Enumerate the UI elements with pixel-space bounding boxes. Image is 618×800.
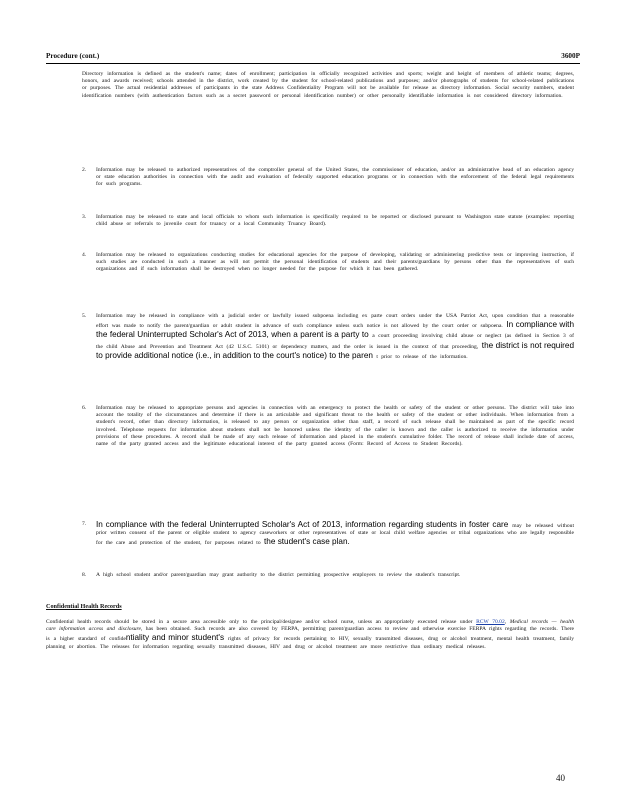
- section-text: , has been obtained. Such records are also covered by FERPA, permitting parent/guardian access to review and otherwise exercise FERPA rights regarding the records. There is a higher standard of confide: [46, 626, 574, 643]
- section-italic-text: , Medical records — health care information access and disclosure: [46, 619, 574, 633]
- directory-paragraph: Directory information is defined as the student's name; dates of enrollment; participation in officially recognized activities and sports; weight and height of members of athletic teams; degrees, honors, and awards received; schools attended in the district, work created by the student for school-related publications and purposes; and/or photographs of students for school-related publications or purposes. The actual residential addresses of participants in the state Address Confidentiality Program will not be available for release as directory information. Social security numbers, student identification numbers (with authentication factors such as a secret password or personal identification number) or other personally identifiable information is not considered directory information.: [82, 71, 574, 99]
- item-text: may be released without prior written consent of the parent or eligible student to agency caseworkers or other representatives of state or local child welfare agencies or tribal organizations who are legally responsible for the care and protection of the student, for purposes related to: [96, 523, 574, 547]
- section-text: Confidential health records should be stored in a secure area accessible only to the principal/designee and/or school nurse, unless an appropriately executed release under: [46, 619, 473, 625]
- inserted-text: In compliance with the federal Uninterrupted Scholar's Act of 2013, when a parent is a party to: [96, 320, 574, 340]
- rcw-link[interactable]: RCW 70.02: [476, 619, 505, 625]
- item-number: 2.: [82, 167, 87, 173]
- policy-code: 3600P: [561, 52, 580, 60]
- item-paragraph: Information may be released to authorized representatives of the comptroller general of the United States, the commissioner of education, and/or an administrative head of an education agency or state education authorities in connection with the audit and evaluation of federally supported education programs or in connection with the enforcement of the federal legal requirements for such programs.: [96, 167, 574, 188]
- item-paragraph: [96, 520, 574, 548]
- header-rule: [46, 63, 580, 64]
- item-paragraph: Information may be released to state and local officials to whom such information is specifically required to be reported or disclosed pursuant to Washington state statute (examples: reporting child abuse or referrals to juvenile court for truancy or a local Community Truancy Board).: [96, 214, 574, 228]
- section-heading: Confidential Health Records: [46, 603, 122, 610]
- page-number: 40: [556, 773, 565, 783]
- item-text: Information may be released in compliance with a judicial order or lawfully issued subpoena including ex parte court orders under the USA Patriot Act, upon condition that a reasonable effort was made to notify the parent/guardian or adult student in advance of such compliance unless such notice is not allowed by the court order or subpoena.: [96, 313, 574, 330]
- inserted-text: In compliance with the federal Uninterrupted Scholar's Act of 2013, information regarding students in foster care: [96, 520, 509, 529]
- inserted-text: the student's case plan.: [264, 537, 350, 547]
- item-number: 5.: [82, 313, 87, 319]
- inserted-text: ntiality and minor student's: [125, 633, 225, 643]
- health-records-paragraph: [46, 619, 574, 651]
- item-number: 4.: [82, 252, 87, 258]
- item-paragraph: [96, 313, 574, 361]
- item-number: 6.: [82, 405, 87, 411]
- item-paragraph: Information may be released to appropriate persons and agencies in connection with an emergency to protect the health or safety of the student or other persons. The district will take into account the totality of the circumstances and determine if there is an articulable and significant threat to the health or safety of the student or other individuals. When information from a student's record, other than directory information, is released to any person or organization other than staff, a record of such release shall be maintained as part of the specific record involved. Telephone requests for information about students shall not be honored unless the identity of the caller is known and the caller is authorized to receive the information under provisions of these procedures. A record shall be made of any such release of information and placed in the student's cumulative folder. The record of release shall include date of access, name of the party granted access and the legitimate educational interest of the party granted access (Form: Record of Access to Student Records).: [96, 405, 574, 448]
- section-text: rights of privacy for records pertaining to HIV, sexually transmitted diseases, drug or alcohol treatment, mental health treatment, family planning or abortion. The releases for information regarding sexually transmitted diseases, HIV and drug or alcohol treatment are more restrictive than ordinary medical releases.: [46, 636, 574, 650]
- item-text: a court proceeding involving child abuse or neglect (as defined in Section 3 of the child Abuse and Prevention and Treatment Act (42 U.S.C. 5101) or dependency matters, and the order is issued in the context of that proceeding,: [96, 333, 575, 350]
- item-number: 3.: [82, 214, 87, 220]
- item-text: t prior to release of the information.: [376, 353, 468, 360]
- procedure-label: Procedure (cont.): [46, 52, 100, 60]
- item-paragraph: A high school student and/or parent/guardian may grant authority to the district permitting prospective employers to review the student's transcript.: [96, 572, 461, 578]
- item-number: 8.: [82, 572, 87, 578]
- item-paragraph: Information may be released to organizations conducting studies for educational agencies for the purpose of developing, validating or administering predictive tests or improving instruction, if such studies are conducted in such a manner as will not permit the personal identification of students and their parents/guardians by persons other than the representatives of such organizations and if such information shall be destroyed when no longer needed for the purpose for which it has been gathered.: [96, 252, 574, 273]
- inserted-text: the district is not required to provide additional notice (i.e., in addition to the court's notice) to the paren: [96, 340, 574, 360]
- item-number: 7.: [82, 521, 87, 527]
